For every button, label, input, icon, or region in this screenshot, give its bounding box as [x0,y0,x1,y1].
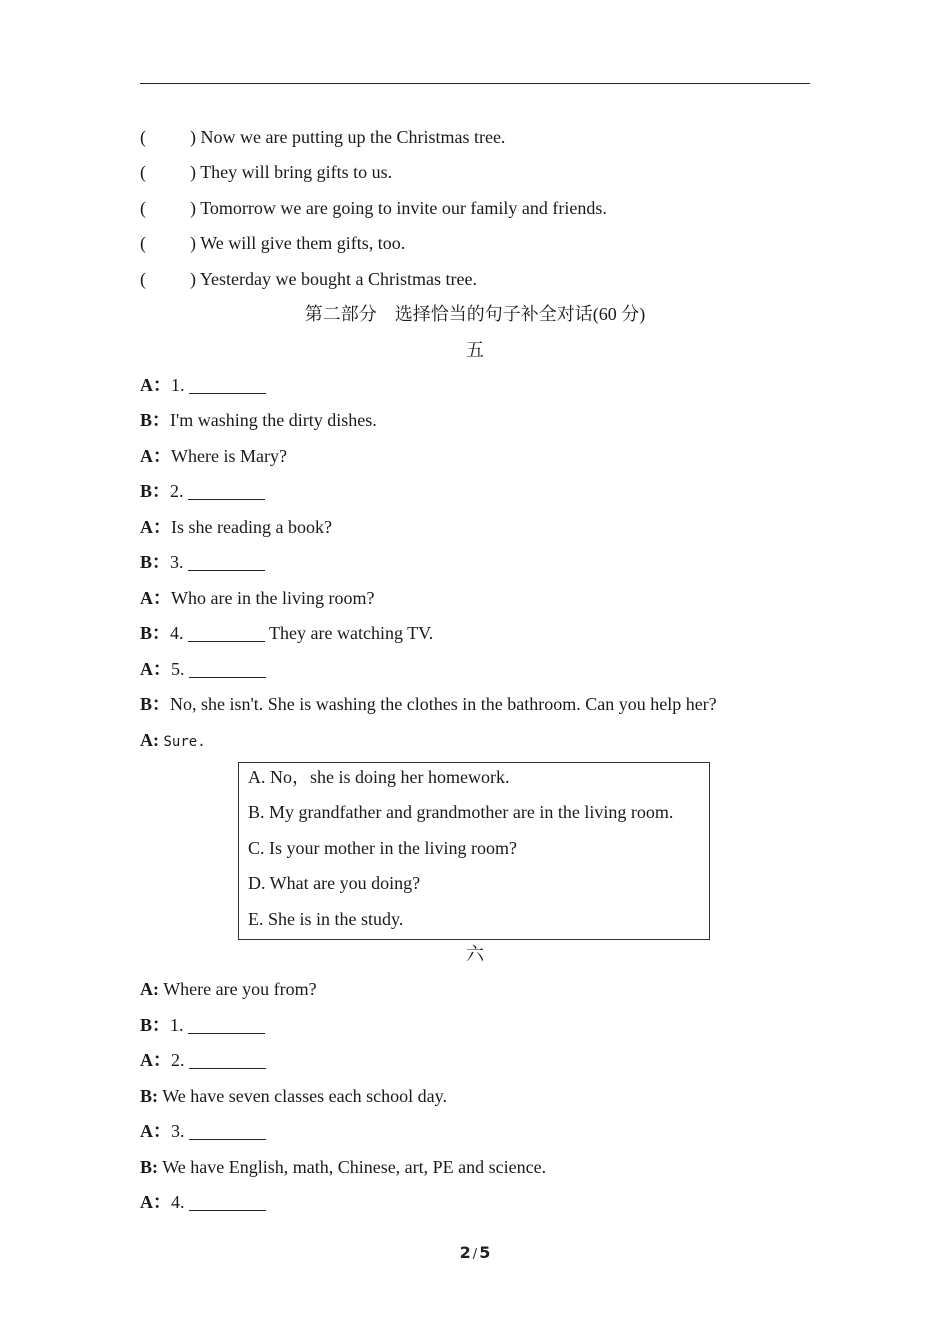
answer-paren: ( ) [140,198,196,218]
dialog-line: A：Where is Mary? [140,446,287,466]
option-c: C. Is your mother in the living room? [248,838,517,858]
answer-paren: ( ) [140,127,196,147]
option-b: B. My grandfather and grandmother are in the living room. [248,802,674,822]
dialog-line: A：3. [140,1120,266,1142]
dialog-line: A：1. [140,374,266,396]
answer-blank [189,1194,266,1211]
dialog-line: B：I'm washing the dirty dishes. [140,410,377,430]
option-e: E. She is in the study. [248,909,404,929]
dialog-line: A：4. [140,1191,266,1213]
dialog-line: B：2. [140,480,265,502]
dialog-line: A：Who are in the living room? [140,588,375,608]
order-item: ( ) Now we are putting up the Christmas tree. [140,127,506,147]
answer-blank [188,483,265,500]
answer-blank [188,554,265,571]
dialog-line: B：4. They are watching TV. [140,623,434,643]
answer-blank [188,1017,265,1034]
section-number: 六 [466,944,484,964]
header-rule [140,83,810,84]
answer-blank [189,1123,266,1140]
order-item: ( ) They will bring gifts to us. [140,162,393,182]
dialog-line: B：No, she isn't. She is washing the clothes in the bathroom. Can you help her? [140,694,717,714]
answer-blank [189,1052,266,1069]
dialog-line: B: We have seven classes each school day. [140,1086,447,1106]
page-number: 2 / 5 [459,1243,491,1262]
part-heading: 第二部分 选择恰当的句子补全对话(60 分) [304,304,646,324]
order-item: ( ) Tomorrow we are going to invite our family and friends. [140,198,607,218]
dialog-line: A：2. [140,1049,266,1071]
dialog-line: B：3. [140,551,265,573]
answer-paren: ( ) [140,162,196,182]
order-item: ( ) We will give them gifts, too. [140,233,406,253]
dialog-line: A：5. [140,658,266,680]
dialog-line: B: We have English, math, Chinese, art, PE and science. [140,1157,547,1177]
answer-blank [188,625,265,642]
answer-blank [189,661,266,678]
dialog-line: A: Where are you from? [140,979,317,999]
option-d: D. What are you doing? [248,873,421,893]
option-a: A. No，she is doing her homework. [248,767,510,787]
answer-blank [189,377,266,394]
section-number: 五 [466,340,484,360]
options-box [238,762,710,940]
dialog-line: B：1. [140,1014,265,1036]
answer-paren: ( ) [140,233,196,253]
dialog-line: A：Is she reading a book? [140,517,332,537]
answer-paren: ( ) [140,269,196,289]
dialog-line: A: Sure. [140,730,206,750]
order-item: ( ) Yesterday we bought a Christmas tree. [140,269,477,289]
